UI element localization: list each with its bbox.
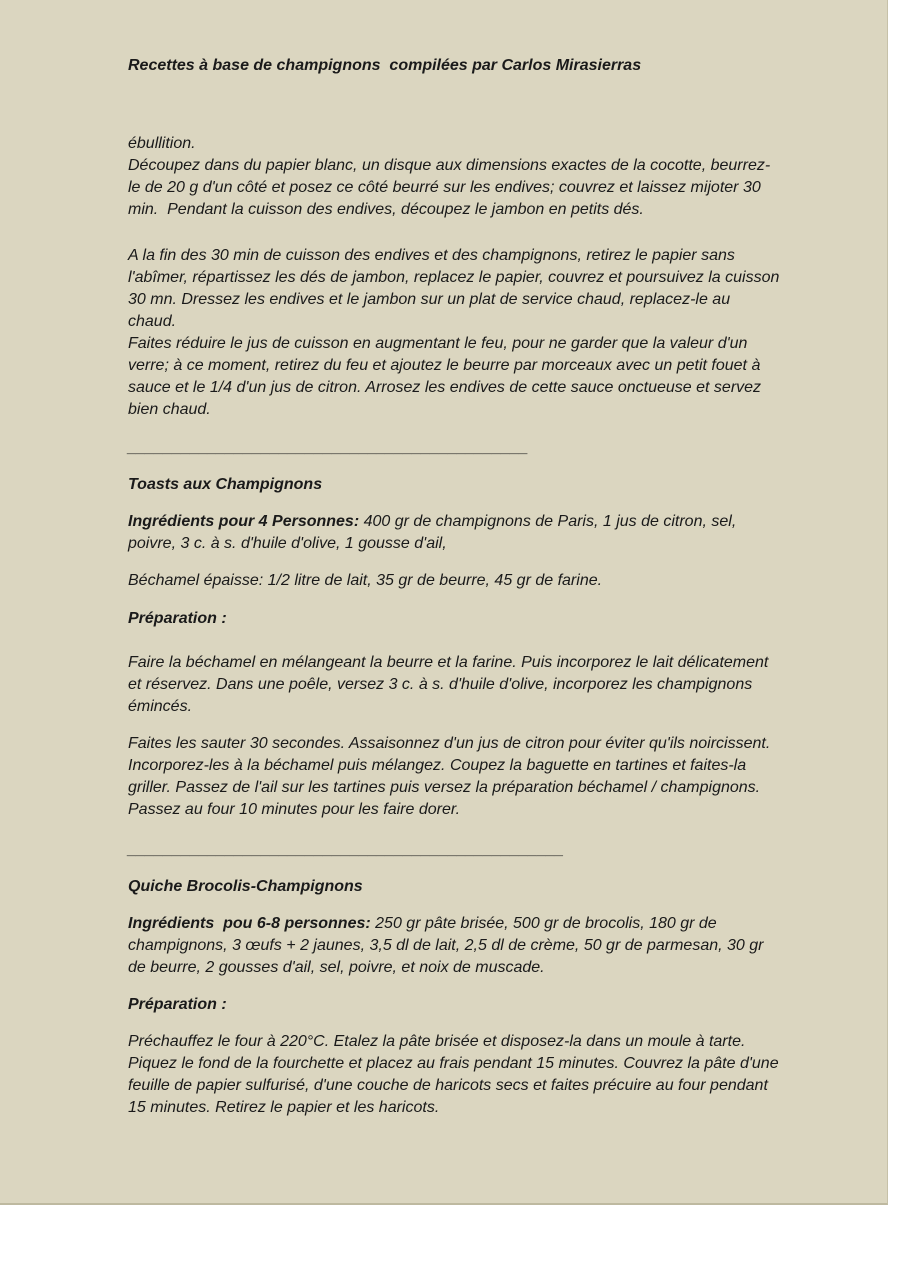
endives-paragraph: A la fin des 30 min de cuisson des endives et des champignons, retirez le papier sans l'abîmer, répartissez les dés de jambon, replacez le papier, couvrez et poursuivez la cuisson 30 mn. Dressez les endives et le jambon sur un plat de service chaud, replacez-le au chaud.	[128, 247, 784, 330]
preparation-label-quiche: Préparation :	[128, 996, 227, 1013]
ingredients-label: Ingrédients pou 6-8 personnes:	[128, 915, 371, 932]
bechamel-line: Béchamel épaisse: 1/2 litre de lait, 35 gr de beurre, 45 gr de farine.	[128, 572, 603, 589]
sauce-paragraph: Faites réduire le jus de cuisson en augmentant le feu, pour ne garder que la valeur d'un verre; à ce moment, retirez du feu et ajoutez le beurre par morceaux avec un petit fouet à sauce et le 1/4 d'un jus de citron. Arrosez les endives de cette sauce onctueuse et servez bien chaud.	[128, 335, 766, 418]
quiche-preparation-step-1: Préchauffez le four à 220°C. Etalez la pâte brisée et disposez-la dans un moule à tarte. Piquez le fond de la fourchette et placez au frais pendant 15 minutes. Couvrez la pâte d'une feuille de papier sulfurisé, d'une couche de haricots secs et faites précuire au four pendant 15 minutes. Retirez le papier et les haricots.	[128, 1033, 784, 1116]
recipe-heading-toasts: Toasts aux Champignons	[128, 476, 323, 493]
endives-finish-block	[128, 245, 784, 421]
toasts-preparation-step-2: Faites les sauter 30 secondes. Assaisonnez d'un jus de citron pour éviter qu'ils noircissent. Incorporez-les à la béchamel puis mélangez. Coupez la baguette en tartines et faites-la griller. Passez de l'ail sur les tartines puis versez la préparation béchamel / champignons. Passez au four 10 minutes pour les faire dorer.	[128, 735, 775, 818]
intro-block	[128, 133, 780, 221]
section-divider: _________________________________________________	[128, 841, 565, 858]
intro-paragraph: Découpez dans du papier blanc, un disque aux dimensions exactes de la cocotte, beurrez-le de 20 g d'un côté et posez ce côté beurré sur les endives; couvrez et laissez mijoter 30 min. Pendant la cuisson des endives, découpez le jambon en petits dés.	[128, 157, 771, 218]
recipe-heading-quiche: Quiche Brocolis-Champignons	[128, 878, 363, 895]
section-divider: _____________________________________________	[128, 439, 529, 456]
toasts-ingredients	[128, 511, 780, 555]
document-title: Recettes à base de champignons compilées par Carlos Mirasierras	[128, 57, 642, 74]
toasts-preparation-step-1: Faire la béchamel en mélangeant la beurre et la farine. Puis incorporez le lait délicatement et réservez. Dans une poêle, versez 3 c. à s. d'huile d'olive, incorporez les champignons émincés.	[128, 654, 773, 715]
preparation-label-toasts: Préparation :	[128, 610, 227, 627]
ingredients-label: Ingrédients pour 4 Personnes:	[128, 513, 360, 530]
ingredients-text: 250 gr pâte brisée, 500 gr de brocolis, 180 gr de champignons, 3 œufs + 2 jaunes, 3,5 dl de lait, 2,5 dl de crème, 50 gr de parmesan, 30 gr de beurre, 2 gousses d'ail, sel, poivre, et noix de muscade.	[128, 915, 768, 976]
ingredients-text: 400 gr de champignons de Paris, 1 jus de citron, sel, poivre, 3 c. à s. d'huile d'olive, 1 gousse d'ail,	[128, 513, 741, 552]
quiche-ingredients	[128, 913, 780, 979]
intro-carryover-line: ébullition.	[128, 135, 196, 152]
